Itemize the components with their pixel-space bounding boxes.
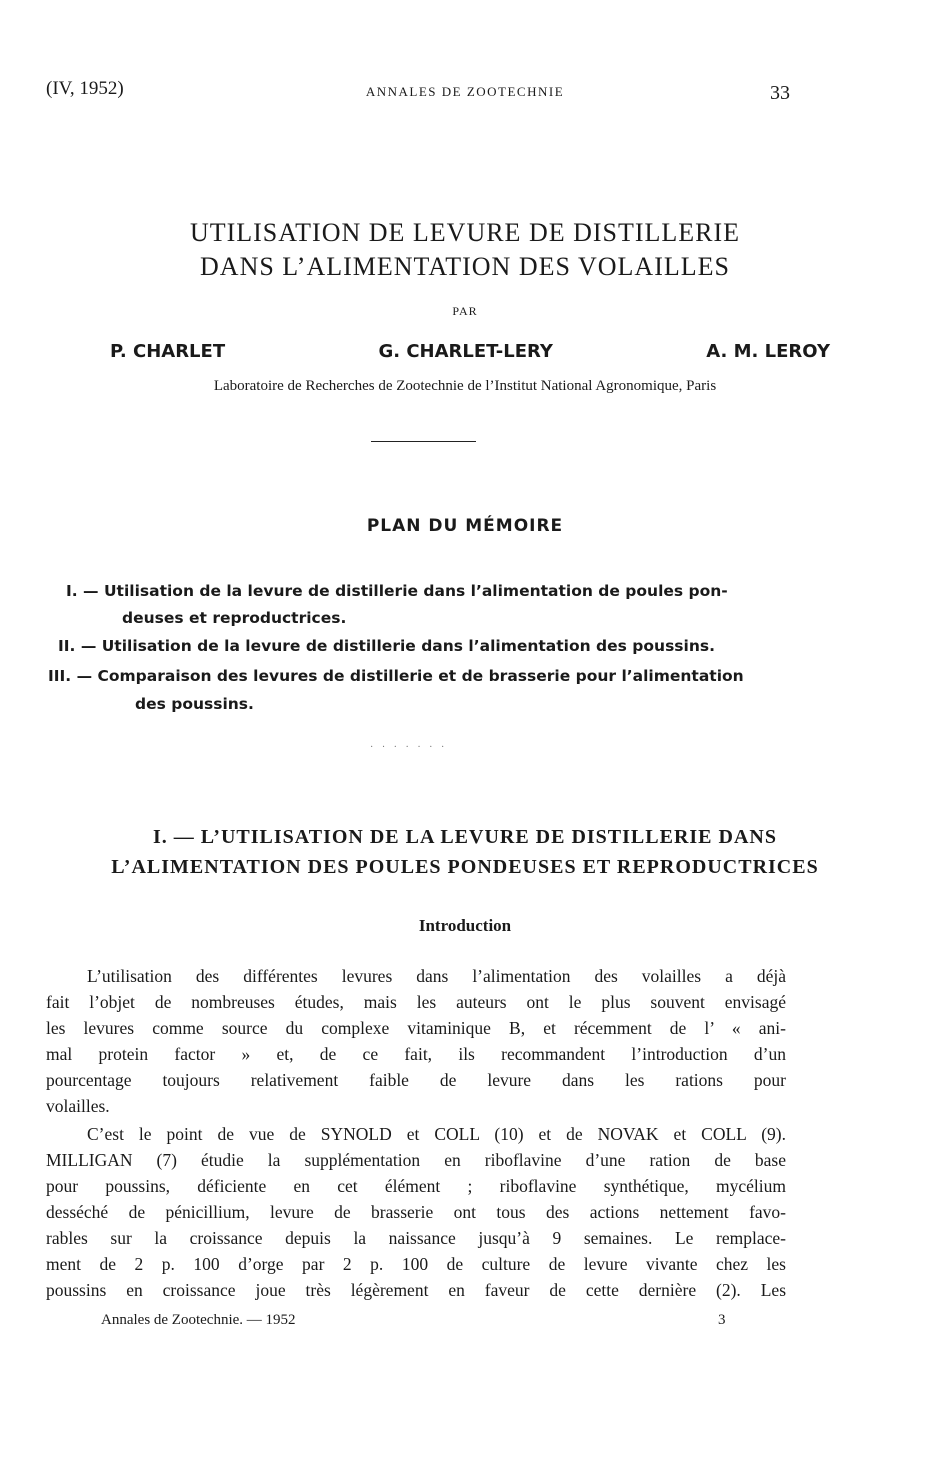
body-line: les levures comme source du complexe vitaminique B, et récemment de l’ « ani- (46, 1018, 786, 1038)
body-line: MILLIGAN (7) étudie la supplémentation en riboflavine d’une ration de base (46, 1150, 786, 1170)
running-header-volume: (IV, 1952) (46, 78, 124, 99)
body-line: pour poussins, déficiente en cet élément ; riboflavine synthétique, mycélium (46, 1176, 786, 1196)
section-heading-line-1: I. — L’UTILISATION DE LA LEVURE DE DISTILLERIE DANS (153, 826, 777, 848)
section-heading (0, 822, 930, 882)
laboratory-affiliation: Laboratoire de Recherches de Zootechnie de l’Institut National Agronomique, Paris (213, 378, 717, 394)
body-line: ment de 2 p. 100 d’orge par 2 p. 100 de culture de levure vivante chez les (46, 1254, 786, 1274)
title-line-2: DANS L’ALIMENTATION DES VOLAILLES (200, 252, 730, 281)
article-title (0, 216, 930, 284)
plan-item-3-cont: des poussins. (135, 695, 254, 713)
running-header-journal: ANNALES DE ZOOTECHNIE (365, 84, 565, 99)
body-line: fait l’objet de nombreuses études, mais les auteurs ont le plus souvent envisagé (46, 992, 786, 1012)
author-list (110, 341, 830, 362)
introduction-heading: Introduction (418, 916, 512, 935)
body-line: desséché de pénicillium, levure de brasserie ont tous des actions nettement favo- (46, 1202, 786, 1222)
title-line-1: UTILISATION DE LEVURE DE DISTILLERIE (189, 218, 741, 247)
body-line: volailles. (46, 1096, 110, 1116)
decorative-dots: · · · · · · · (370, 742, 448, 753)
author-1: P. CHARLET (110, 341, 226, 362)
body-line: poussins en croissance joue très légèrement en faveur de cette dernière (2). Les (46, 1280, 786, 1300)
plan-item-3: III. — Comparaison des levures de distillerie et de brasserie pour l’alimentation (48, 667, 744, 685)
plan-heading: PLAN DU MÉMOIRE (366, 516, 564, 536)
separator-rule (371, 441, 476, 442)
author-3: A. M. LEROY (706, 341, 830, 362)
section-heading-line-2: L’ALIMENTATION DES POULES PONDEUSES ET REPRODUCTRICES (111, 856, 819, 878)
body-line: pourcentage toujours relativement faible de levure dans les rations pour (46, 1070, 786, 1090)
plan-item-1: I. — Utilisation de la levure de distillerie dans l’alimentation de poules pon- (66, 582, 728, 600)
page-number: 33 (770, 82, 790, 104)
body-line: L’utilisation des différentes levures dans l’alimentation des volailles a déjà (87, 966, 786, 986)
par-label: PAR (452, 304, 478, 318)
body-line: rables sur la croissance depuis la naissance jusqu’à 9 semaines. Le remplace- (46, 1228, 786, 1248)
footer-signature-number: 3 (718, 1312, 726, 1328)
plan-item-2: II. — Utilisation de la levure de distillerie dans l’alimentation des poussins. (58, 637, 715, 655)
body-line: C’est le point de vue de SYNOLD et COLL (10) et de NOVAK et COLL (9). (87, 1124, 786, 1144)
body-line: mal protein factor » et, de ce fait, ils recommandent l’introduction d’un (46, 1044, 786, 1064)
plan-item-1-cont: deuses et reproductrices. (122, 609, 347, 627)
author-2: G. CHARLET-LERY (378, 341, 553, 362)
footer-journal: Annales de Zootechnie. — 1952 (101, 1312, 296, 1328)
